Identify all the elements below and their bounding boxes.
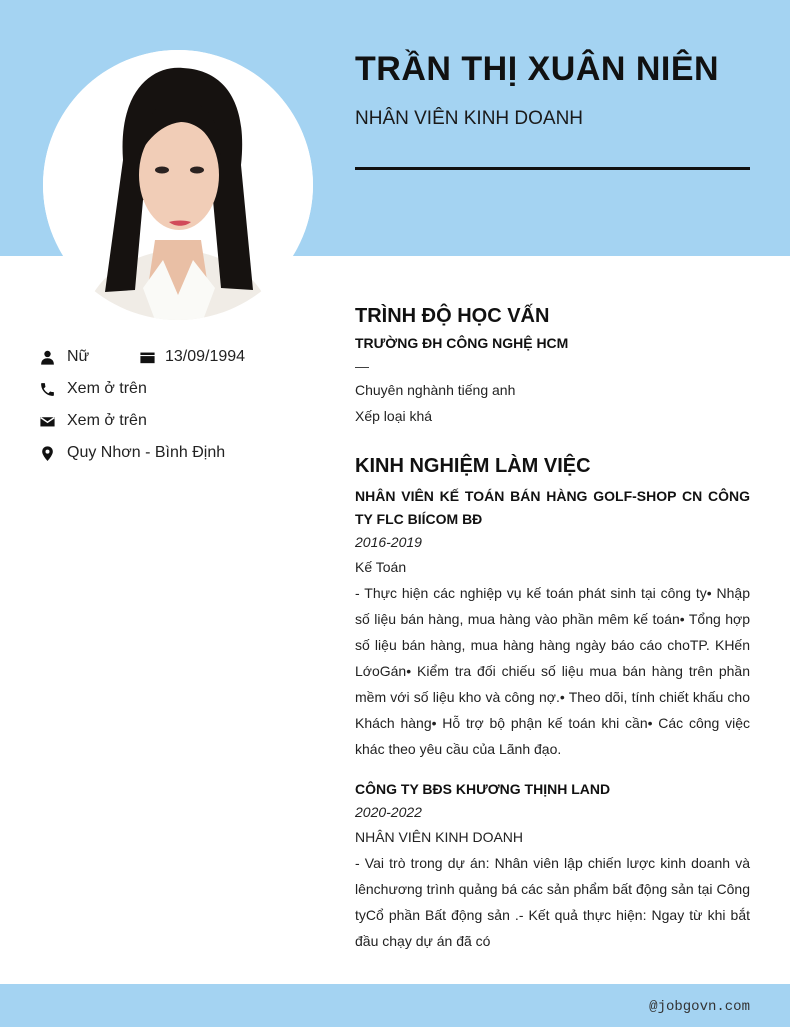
contact-row-phone <box>38 373 245 405</box>
education-title: TRÌNH ĐỘ HỌC VẤN <box>355 305 550 327</box>
footer-watermark: @jobgovn.com <box>649 999 750 1015</box>
experience-section <box>355 451 750 954</box>
company-name: NHÂN VIÊN KẾ TOÁN BÁN HÀNG GOLF-SHOP CN CÔNG TY FLC BIÍCOM BĐ <box>355 488 750 527</box>
job-role: NHÂN VIÊN KINH DOANH <box>355 829 524 845</box>
experience-item <box>355 778 750 954</box>
contact-row-email <box>38 405 245 437</box>
education-section <box>355 301 750 429</box>
education-dash: — <box>355 358 369 374</box>
calendar-icon <box>138 348 156 366</box>
address-value: Quy Nhơn - Bình Định <box>67 444 226 461</box>
phone-value: Xem ở trên <box>67 380 147 397</box>
job-description: - Thực hiện các nghiệp vụ kế toán phát sinh tại công ty• Nhập số liệu bán hàng, mua hàng vào phần mêm kế toán• Tổng hợp số liệu bán hàng, mua hàng hàng ngày báo cáo choTP. KHến LớoGán• Kiểm tra đối chiếu số liệu mua bán hàng trên phần mềm với số liệu kho và công nợ.• Theo dõi, tính chiết khấu cho Khách hàng• Hỗ trợ bộ phận kế toán khi cần• Các công việc khác theo yêu cầu của Lãnh đạo. <box>355 585 750 757</box>
birthdate-value: 13/09/1994 <box>165 348 246 365</box>
job-period: 2020-2022 <box>355 804 422 820</box>
company-name: CÔNG TY BĐS KHƯƠNG THỊNH LAND <box>355 781 611 797</box>
phone-icon <box>38 380 56 398</box>
contact-row-gender-birthdate <box>38 341 245 373</box>
job-description: - Vai trò trong dự án: Nhân viên lập chiến lược kinh doanh và lênchương trình quảng bá các sản phẩm bất động sản tại Công tyCổ phần Bất động sản .- Kết quả thực hiện: Ngay từ khi bắt đầu chạy dự án đã có <box>355 855 750 949</box>
job-period: 2016-2019 <box>355 534 422 550</box>
job-title: NHÂN VIÊN KINH DOANH <box>355 108 584 129</box>
mail-icon <box>38 412 56 430</box>
experience-item <box>355 485 750 762</box>
candidate-name: TRẦN THỊ XUÂN NIÊN <box>355 50 720 88</box>
school-name: TRƯỜNG ĐH CÔNG NGHỆ HCM <box>355 335 569 351</box>
location-pin-icon <box>38 444 56 462</box>
contact-info <box>38 341 245 469</box>
job-role: Kế Toán <box>355 559 407 575</box>
education-major: Chuyên nghành tiếng anh <box>355 382 516 398</box>
experience-title: KINH NGHIỆM LÀM VIỆC <box>355 455 591 477</box>
gender-value: Nữ <box>67 348 90 365</box>
profile-photo <box>43 50 313 320</box>
user-icon <box>38 348 56 366</box>
education-grade: Xếp loại khá <box>355 408 433 424</box>
contact-row-address <box>38 437 245 469</box>
main-content <box>355 301 750 954</box>
email-value: Xem ở trên <box>67 412 147 429</box>
title-divider <box>355 167 750 170</box>
